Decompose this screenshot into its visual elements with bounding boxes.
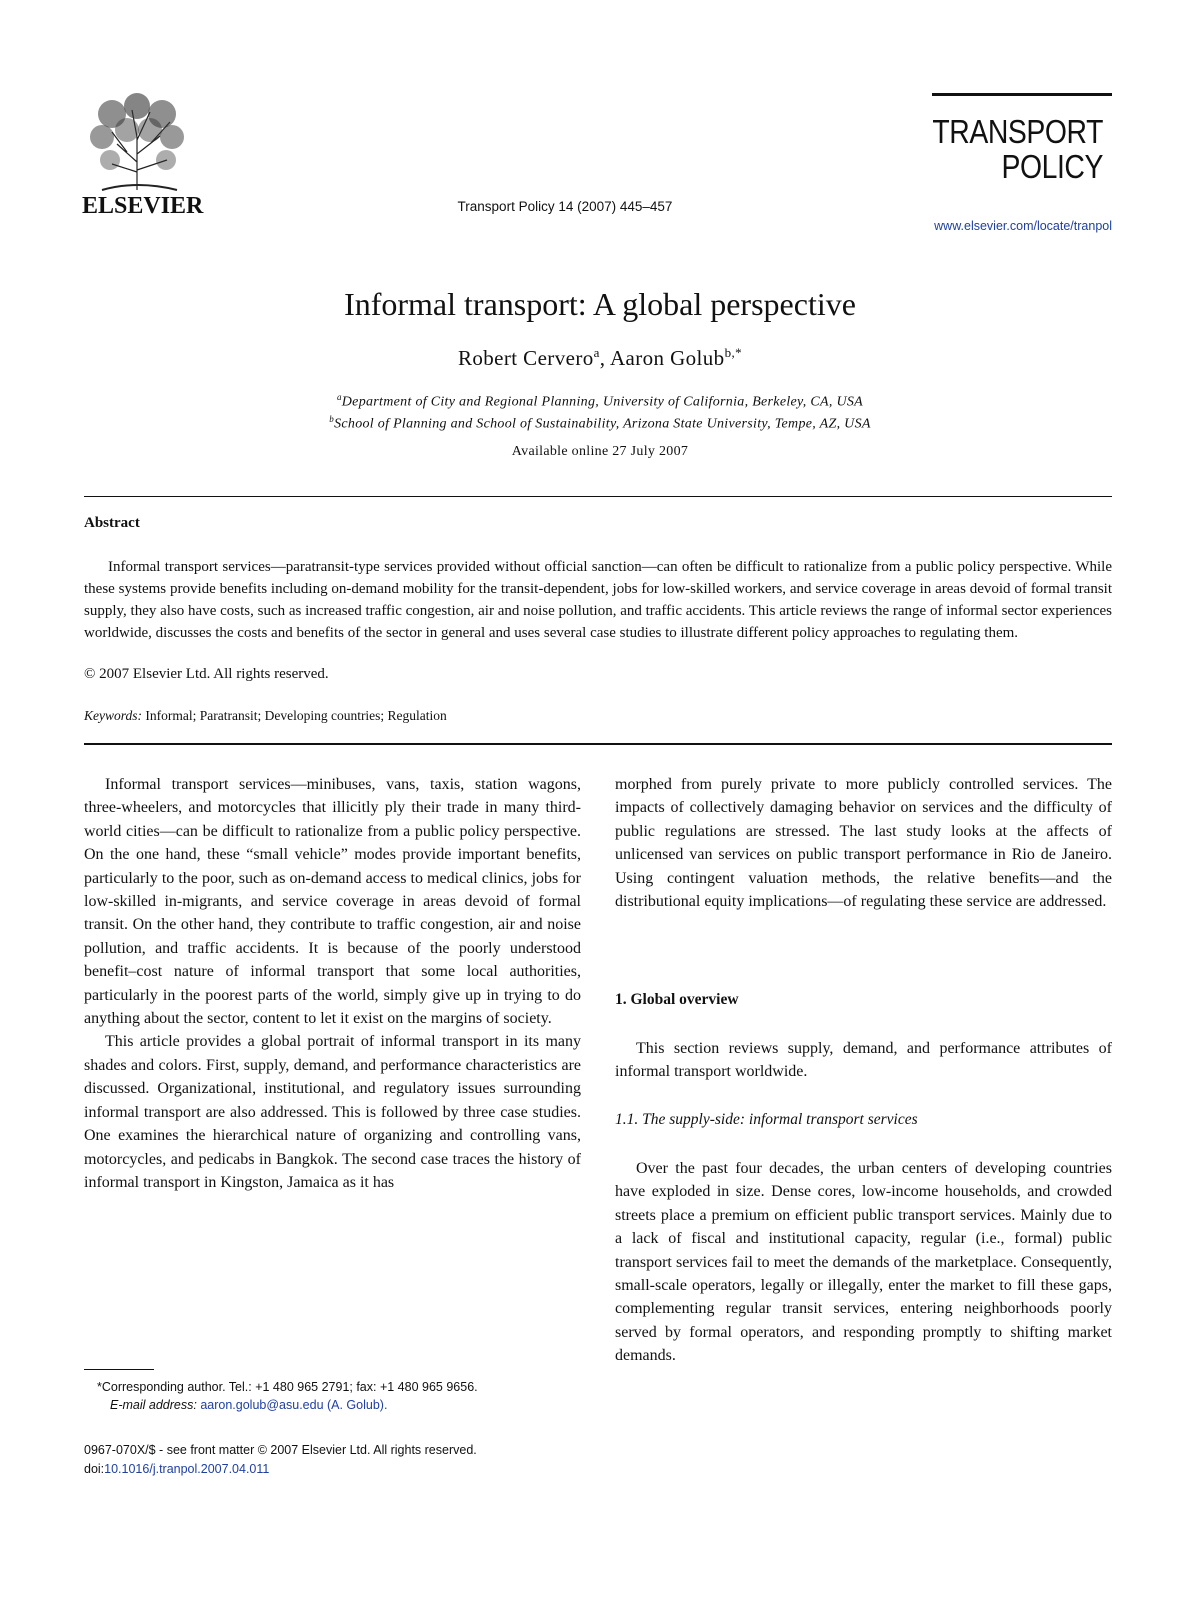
keywords-list: Informal; Paratransit; Developing countries; Regulation (142, 708, 447, 723)
keywords (84, 708, 447, 724)
footnote-rule (84, 1369, 154, 1370)
journal-title-line1: TRANSPORT (932, 113, 1103, 150)
right-column (615, 773, 1112, 913)
tree-icon (82, 92, 192, 192)
subsection-heading: 1.1. The supply-side: informal transport services (615, 1111, 918, 1128)
author-name: Robert Cervero (457, 346, 594, 370)
doi-label: doi: (84, 1462, 105, 1476)
author-separator: , (599, 346, 610, 370)
abstract-body: Informal transport services—paratransit-type services provided without official sanction—can often be difficult to rationalize from a public policy perspective. While these systems provide benefits including on-demand mobility for the transit-dependent, jobs for low-skilled workers, and service coverage in areas devoid of formal transit supply, they also have costs, such as increased traffic congestion, air and noise pollution, and traffic accidents. This article reviews the range of informal sector experiences worldwide, discusses the costs and benefits of the sector in general and uses several case studies to illustrate different policy approaches to regulating them. (84, 559, 1112, 641)
body-paragraph: Informal transport services—minibuses, vans, taxis, station wagons, three-wheelers, and motorcycles that illicitly ply their trade in many third-world cities—can be difficult to rationalize from a public policy perspective. On the one hand, these “small vehicle” modes provide important benefits, particularly to the poor, such as on-demand access to medical clinics, jobs for low-skilled in-migrants, and service coverage in areas devoid of formal transit. On the other hand, they contribute to traffic congestion, air and noise pollution, and traffic accidents. It is because of the poorly understood benefit–cost nature of informal transport that some local authorities, particularly in the poorest parts of the world, simply give up in trying to do anything about the sector, content to let it exist on the margins of society. (84, 776, 581, 1028)
doi-note (84, 1462, 269, 1476)
email-label: E-mail address: (110, 1398, 197, 1412)
author-affiliation-mark: a (593, 345, 600, 360)
section-intro (615, 1037, 1112, 1084)
available-online-date: Available online 27 July 2007 (511, 444, 689, 459)
affiliation-text: Department of City and Regional Planning, University of California, Berkeley, CA, USA (341, 394, 864, 410)
email-link[interactable]: aaron.golub@asu.edu (A. Golub). (196, 1398, 388, 1412)
corresponding-author-note: *Corresponding author. Tel.: +1 480 965 2791; fax: +1 480 965 9656. (97, 1380, 478, 1394)
body-paragraph: This section reviews supply, demand, and performance attributes of informal transport worldwide. (615, 1040, 1112, 1081)
paper-title: Informal transport: A global perspective (344, 286, 856, 322)
doi-link[interactable]: 10.1016/j.tranpol.2007.04.011 (104, 1462, 270, 1476)
journal-url-link[interactable]: www.elsevier.com/locate/tranpol (934, 219, 1112, 233)
affiliation-a (0, 392, 1200, 411)
subsection-body (615, 1157, 1112, 1368)
abstract-top-rule (84, 496, 1112, 497)
affiliation-mark: b (329, 414, 335, 424)
section-heading: 1. Global overview (615, 991, 739, 1008)
affiliation-b (0, 414, 1200, 433)
journal-reference: Transport Policy 14 (2007) 445–457 (457, 199, 673, 214)
publisher-name: ELSEVIER (82, 193, 204, 219)
affiliation-text: School of Planning and School of Sustainability, Arizona State University, Tempe, AZ, USA (334, 416, 871, 432)
abstract-copyright: © 2007 Elsevier Ltd. All rights reserved. (84, 666, 329, 682)
email-note (110, 1398, 387, 1412)
keywords-label: Keywords: (84, 708, 142, 723)
front-matter-note: 0967-070X/$ - see front matter © 2007 Elsevier Ltd. All rights reserved. (84, 1443, 477, 1457)
body-paragraph: Over the past four decades, the urban centers of developing countries have exploded in size. Dense cores, low-income households, and crowded streets place a premium on efficient public transport services. Mainly due to a lack of fiscal and institutional capacity, regular (i.e., formal) public transport services fail to meet the demands of the marketplace. Consequently, small-scale operators, legally or illegally, enter the market to fill these gaps, complementing regular transit services, entering neighborhoods poorly served by formal operators, and responding promptly to shifting market demands. (615, 1160, 1112, 1365)
abstract-bottom-rule (84, 743, 1112, 745)
journal-title-line2: POLICY (1001, 148, 1103, 185)
journal-title-rule (932, 93, 1112, 96)
journal-title (928, 114, 1103, 184)
left-column (84, 773, 581, 1194)
body-paragraph: morphed from purely private to more publicly controlled services. The impacts of collectively damaging behavior on services and the difficulty of public regulations are stressed. The last study looks at the affects of unlicensed van services on public transport performance in Rio de Janeiro. Using contingent valuation methods, the relative benefits—and the distributional equity implications—of regulating these service are addressed. (615, 776, 1112, 911)
author-list (0, 345, 1200, 371)
author-name: Aaron Golub (609, 346, 725, 370)
author-affiliation-mark: b,* (724, 345, 743, 360)
body-paragraph: This article provides a global portrait of informal transport in its many shades and colors. First, supply, demand, and performance characteristics are discussed. Organizational, institutional, and regulatory issues surrounding informal transport are also addressed. This is followed by three case studies. One examines the hierarchical nature of organizing and controlling vans, motorcycles, and pedicabs in Bangkok. The second case traces the history of informal transport in Kingston, Jamaica as it has (84, 1033, 581, 1191)
abstract-heading: Abstract (84, 515, 140, 531)
affiliation-mark: a (336, 392, 342, 402)
